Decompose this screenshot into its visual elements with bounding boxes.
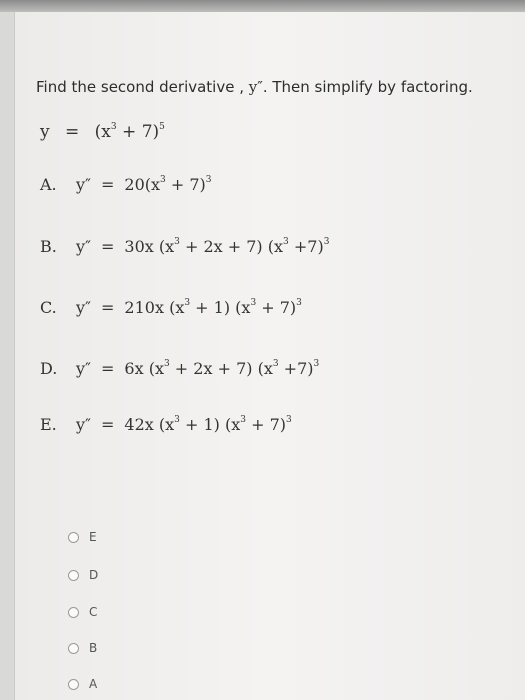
option-a: A. $y'' = 20(x^3 + 7)^3$ (40, 175, 212, 194)
option-letter: B. (40, 237, 57, 256)
option-d: D. y″ = 6x $(x^3 + 2x + 7)$ $(x^3 +7)^3$ (40, 359, 320, 378)
radio-button[interactable] (68, 570, 79, 581)
option-exp: 3 (283, 237, 289, 247)
choice-label: E (89, 530, 97, 544)
option-lhs: y″ (76, 415, 92, 434)
option-part: + 2x + 7) (x (179, 237, 284, 256)
option-exp: 3 (174, 415, 180, 425)
option-part: +7) (278, 359, 314, 378)
option-exp: 3 (296, 298, 302, 308)
question-suffix: . Then simplify by factoring. (262, 78, 473, 96)
option-exp: 3 (174, 237, 180, 247)
option-e: E. y″ = 42x $(x^3 + 1) (x^3 + 7)^3$ (40, 415, 292, 434)
radio-button[interactable] (68, 607, 79, 618)
option-part: +7) (288, 237, 324, 256)
option-c: C. y″ = 210x $(x^3 + 1) (x^3 + 7)^3$ (40, 298, 302, 317)
function-base: (x (94, 122, 111, 142)
option-part: + 2x + 7) (x (169, 359, 273, 378)
function-mid: + 7) (116, 122, 160, 142)
option-lhs: y″ (76, 175, 92, 194)
choice-label: D (89, 568, 99, 582)
option-part: 42x (x (124, 415, 175, 434)
function-exp-inner: 3 (110, 122, 117, 132)
option-lhs: y″ (76, 237, 92, 256)
option-exp: 3 (250, 298, 257, 308)
option-b: B. y″ = 30x $(x^3 + 2x + 7)$ $(x^3 +7)^3$ (40, 237, 330, 256)
option-part: 210x (x (124, 298, 185, 317)
choice-label: C (89, 605, 98, 619)
given-function: $y = (x^3 + 7)^5$ (40, 122, 165, 142)
option-part: + 7) (245, 415, 286, 434)
option-part: + 1) (x (179, 415, 241, 434)
option-exp: 3 (205, 175, 212, 185)
option-exp: 3 (272, 359, 279, 369)
option-letter: D. (40, 359, 58, 378)
choice-label: A (89, 677, 98, 691)
question-prefix: Find the second derivative , (36, 78, 249, 96)
option-lhs: y″ (76, 359, 92, 378)
question-text (36, 78, 473, 96)
radio-button[interactable] (68, 679, 79, 690)
option-part: + 7) (165, 175, 206, 194)
choice-d[interactable] (68, 565, 98, 585)
function-lhs: y (40, 122, 50, 142)
option-lhs: y″ (76, 298, 92, 317)
option-letter: E. (40, 415, 57, 434)
option-exp: 3 (163, 359, 170, 369)
top-bar (0, 0, 525, 12)
option-letter: C. (40, 298, 57, 317)
option-exp: 3 (184, 298, 191, 308)
option-exp: 3 (160, 175, 166, 185)
choice-c[interactable] (68, 602, 97, 622)
radio-button[interactable] (68, 643, 79, 654)
option-exp: 3 (323, 237, 330, 247)
option-part: + 7) (256, 298, 297, 317)
option-part: 20(x (124, 175, 161, 194)
choice-a[interactable] (68, 674, 97, 694)
question-panel (14, 12, 525, 700)
choice-b[interactable] (68, 638, 97, 658)
option-part: 30x (x (124, 237, 175, 256)
option-exp: 3 (240, 415, 246, 425)
radio-button[interactable] (68, 532, 79, 543)
option-exp: 3 (313, 359, 320, 369)
choice-e[interactable] (68, 527, 97, 547)
choice-label: B (89, 641, 98, 655)
option-part: 6x (x (124, 359, 164, 378)
option-part: + 1) (x (190, 298, 251, 317)
option-exp: 3 (285, 415, 292, 425)
question-symbol: y″ (248, 78, 263, 96)
function-exp-outer: 5 (159, 122, 165, 132)
option-letter: A. (40, 175, 57, 194)
